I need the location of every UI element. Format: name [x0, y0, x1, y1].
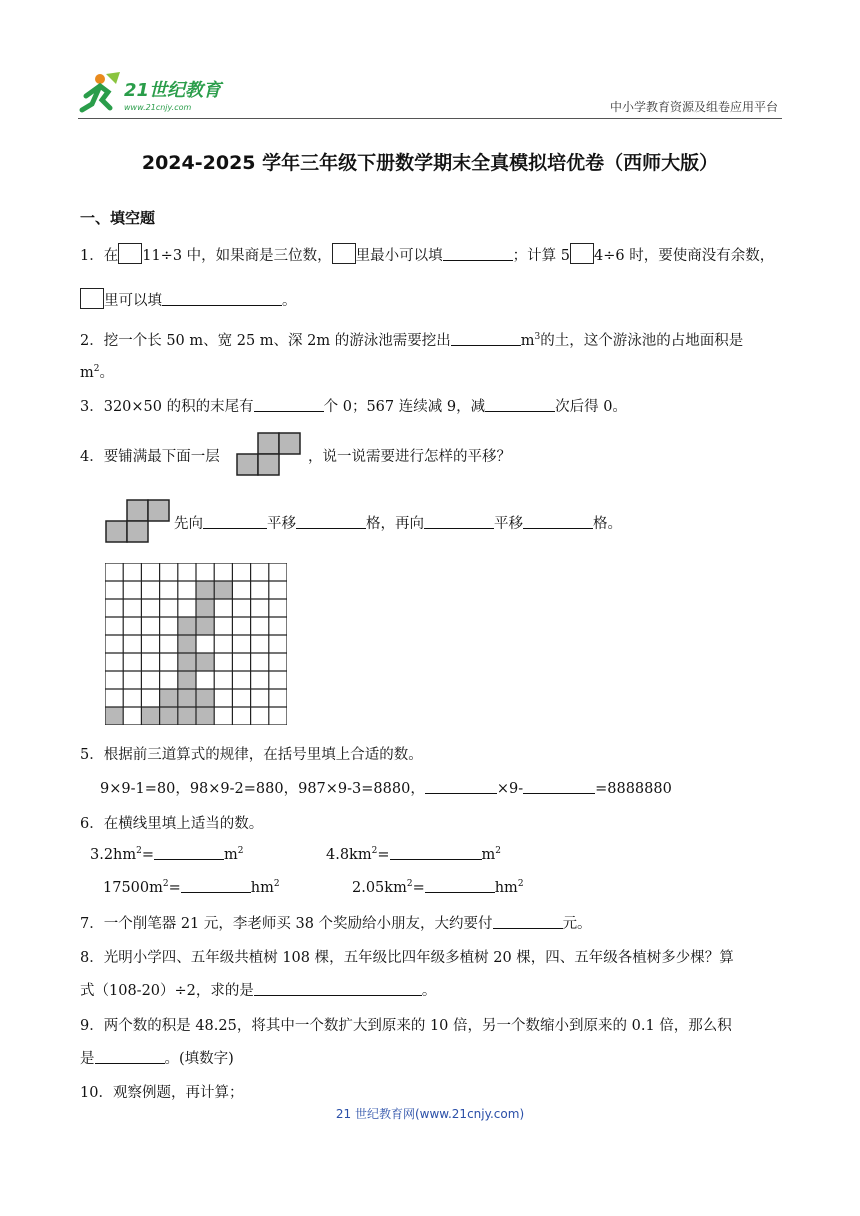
filled-cell: [141, 707, 159, 725]
page-title: 2024-2025 学年三年级下册数学期末全真模拟培优卷（西师大版）: [141, 152, 719, 174]
answer-box[interactable]: [80, 288, 104, 309]
logo-url: www.21cnjy.com: [124, 103, 192, 112]
footer-text: 21 世纪教育网(www.21cnjy.com): [335, 1107, 525, 1121]
question-1-line-1: 1．在 11÷3 中，如果商是三位数， 里最小可以填 ；计算 5 4÷6 时，要使商没有余数，: [80, 243, 774, 265]
conversion-4: $2.05km^2= hm^2$: [352, 879, 524, 896]
filled-cell: [196, 581, 214, 599]
answer-blank[interactable]: [485, 397, 555, 412]
question-4-line-1: 4．要铺满最下面一层: [80, 449, 220, 465]
question-2-line-1: 2．挖一个长 50 m、宽 25 m、深 2m 的游泳池需要挖出 $m^3$的土，这个游泳池的占地面积是: [80, 332, 744, 349]
answer-blank[interactable]: [493, 914, 563, 929]
answer-blank[interactable]: [443, 246, 513, 261]
question-10: 10．观察例题，再计算；: [80, 1085, 244, 1101]
logo-text: 21世纪教育: [124, 80, 222, 101]
filled-cell: [160, 689, 178, 707]
answer-blank[interactable]: [523, 779, 595, 794]
filled-cell: [178, 617, 196, 635]
square-grid: [105, 563, 287, 725]
question-3: 3．320×50 的积的末尾有 个 0；567 连续减 9，减 次后得 0。: [80, 399, 627, 415]
answer-blank[interactable]: [254, 981, 422, 996]
tetromino-shape: [236, 432, 302, 476]
filled-cell: [196, 617, 214, 635]
filled-cell: [196, 599, 214, 617]
conversion-3: $17500m^2= hm^2$: [103, 879, 280, 896]
question-5-line-1: 5．根据前三道算式的规律，在括号里填上合适的数。: [80, 747, 423, 763]
filled-cell: [178, 635, 196, 653]
question-8-line-1: 8．光明小学四、五年级共植树 108 棵，五年级比四年级多植树 20 棵，四、五年级各植树多少棵？算: [80, 950, 734, 966]
tetromino-small: [105, 499, 171, 543]
question-5-line-2: 9×9-1=80，98×9-2=880，987×9-3=8880， ×9- =8888880: [100, 781, 672, 797]
conversion-2: $4.8km^2= m^2$: [326, 846, 501, 863]
section-heading: 一、填空题: [80, 209, 156, 227]
answer-blank[interactable]: [181, 878, 251, 893]
answer-box[interactable]: [332, 243, 356, 264]
platform-name: 中小学教育资源及组卷应用平台: [609, 100, 778, 114]
answer-blank[interactable]: [390, 845, 482, 860]
answer-blank[interactable]: [424, 514, 494, 529]
filled-cell: [196, 707, 214, 725]
answer-box[interactable]: [570, 243, 594, 264]
filled-cell: [196, 689, 214, 707]
answer-blank[interactable]: [154, 845, 224, 860]
question-9-line-2: 是 。(填数字): [80, 1051, 234, 1067]
filled-cell: [160, 707, 178, 725]
filled-cell: [105, 707, 123, 725]
question-7: 7．一个削笔器 21 元，李老师买 38 个奖励给小朋友，大约要付 元。: [80, 916, 592, 932]
filled-cell: [178, 671, 196, 689]
question-2-line-2: $m^2$。: [80, 364, 114, 381]
question-4-line-2: 先向 平移 格，再向 平移 格。: [174, 516, 622, 532]
answer-blank[interactable]: [95, 1049, 165, 1064]
question-4-prompt: ，说一说需要进行怎样的平移？: [308, 449, 511, 465]
header-divider: [78, 118, 782, 119]
answer-blank[interactable]: [296, 514, 366, 529]
answer-box[interactable]: [118, 243, 142, 264]
runner-icon: [82, 72, 120, 110]
answer-blank[interactable]: [254, 397, 324, 412]
question-9-line-1: 9．两个数的积是 48.25，将其中一个数扩大到原来的 10 倍，另一个数缩小到原来的 0.1 倍，那么积: [80, 1018, 732, 1034]
filled-cell: [196, 653, 214, 671]
question-6-line-1: 6．在横线里填上适当的数。: [80, 816, 264, 832]
filled-cell: [214, 581, 232, 599]
filled-cell: [178, 689, 196, 707]
filled-cell: [178, 707, 196, 725]
question-1-line-2: 里可以填 。: [80, 288, 297, 310]
answer-blank[interactable]: [425, 878, 495, 893]
logo: [78, 70, 248, 116]
answer-blank[interactable]: [523, 514, 593, 529]
answer-blank[interactable]: [162, 291, 282, 306]
question-8-line-2: 式（108-20）÷2，求的是 。: [80, 983, 437, 999]
answer-blank[interactable]: [425, 779, 497, 794]
conversion-1: $3.2hm^2= m^2$: [90, 846, 244, 863]
answer-blank[interactable]: [203, 514, 267, 529]
filled-cell: [178, 653, 196, 671]
answer-blank[interactable]: [451, 331, 521, 346]
